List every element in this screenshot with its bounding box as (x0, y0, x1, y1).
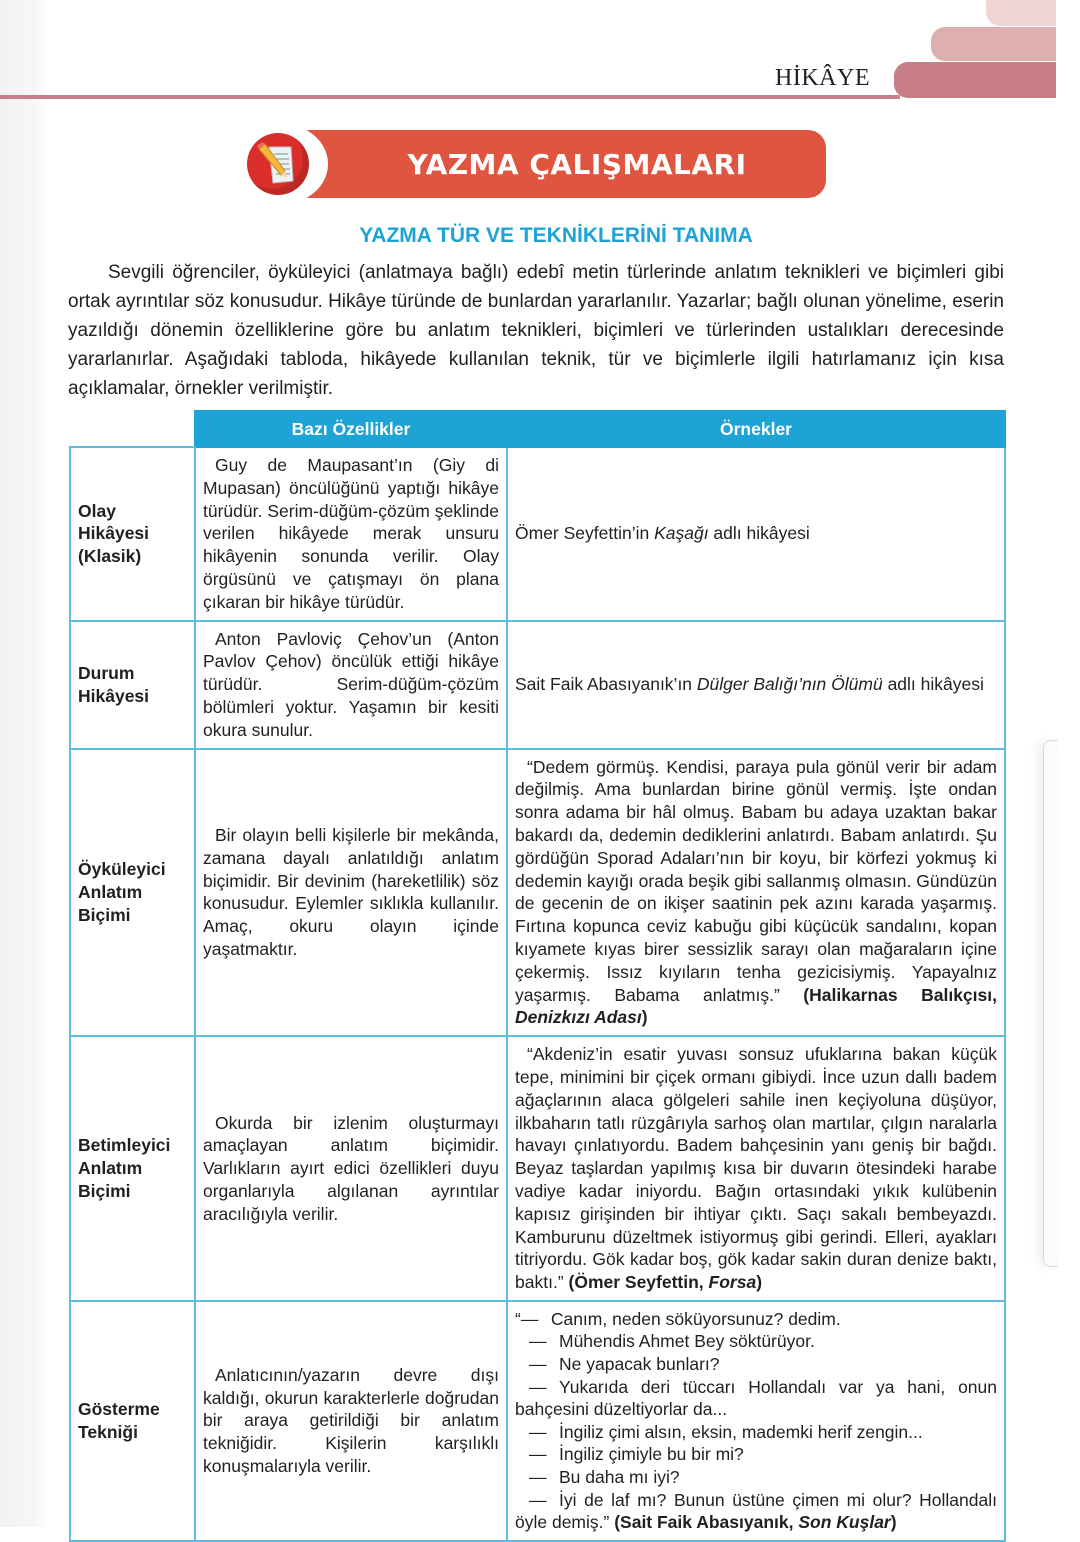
header-tab-light (986, 0, 1056, 26)
pencil-paper-icon (247, 133, 309, 195)
row-title: Gösterme Tekniği (70, 1301, 195, 1541)
dialogue-line: — İngiliz çimi alsın, eksin, mademki herif zengin... (529, 1421, 923, 1442)
intro-paragraph: Sevgili öğrenciler, öyküleyici (anlatmaya bağlı) edebî metin türlerinde anlatım teknikleri ve biçimleri gibi ortak ayrıntılar söz konusudur. Hikâye türünde de bunlardan yararlanılır. Yazarlar; bağlı olunan yönelime, eserin yazıldığı dönemin özelliklerine göre bu anlatım teknikleri, biçimleri ve türlerinden ustalıkları derecesinde yararlanırlar. Aşağıdaki tabloda, hikâyede kullanılan teknik, tür ve biçimlerle ilgili hatırlamanız için kısa açıklamalar, örnekler verilmiştir. (68, 262, 1004, 399)
row-example-dialogue (507, 1301, 1005, 1541)
writing-techniques-table (69, 410, 1006, 1542)
table-row (70, 1301, 1005, 1541)
dialogue-line: — İngiliz çimiyle bu bir mi? (529, 1444, 744, 1465)
row-title: Olay Hikâyesi (Klasik) (70, 447, 195, 621)
row-feature: Anlatıcının/yazarın devre dışı kaldığı, okurun karakterlerle doğrudan bir araya getirildiği bir anlatım tekniğidir. Kişilerin karşılıklı konuşmalarıyla verilir. (195, 1301, 507, 1541)
example-work-title: Kaşağı (654, 523, 709, 544)
source-author: (Ömer Seyfettin, (568, 1272, 709, 1293)
dialogue-line: — Ne yapacak bunları? (529, 1354, 720, 1375)
header-cell-empty (70, 411, 195, 447)
table-header-row (70, 411, 1005, 447)
table-row (70, 447, 1005, 621)
source-author: (Sait Faik Abasıyanık, (609, 1512, 799, 1533)
source-close: ) (641, 1007, 648, 1028)
table-row (70, 1036, 1005, 1301)
dialogue-line: “— Canım, neden söküyorsunuz? dedim. (515, 1308, 841, 1329)
row-title: Öyküleyici Anlatım Biçimi (70, 749, 195, 1037)
row-title: Betimleyici Anlatım Biçimi (70, 1036, 195, 1301)
example-source (609, 1512, 896, 1532)
row-example (507, 749, 1005, 1037)
row-feature: Anton Pavloviç Çehov’un (Anton Pavlov Çehov) öncülük ettiği hikâye türüdür. Serim-düğüm-çözüm bölümleri yoktur. Yaşamın bir kesiti okura sunulur. (195, 621, 507, 749)
section-label: HİKÂYE (775, 65, 870, 91)
example-text: Sait Faik Abasıyanık’ın (515, 674, 697, 695)
row-feature: Guy de Maupasant’ın (Giy di Mupasan) öncülüğünü yaptığı hikâye türüdür. Serim-düğüm-çözüm şeklinde verilen hikâyede merak unsuru hikâyenin sonunda verilir. Olay örgüsünü ve çatışmayı ön plana çıkaran bir hikâye türüdür. (195, 447, 507, 621)
table-row (70, 749, 1005, 1037)
example-quote: “Dedem görmüş. Kendisi, paraya pula gönül verir bir adam değilmiş. Ama bunlardan birine gönül vermiş. İşte ondan sonra adama bir hâl olmuş. Babam bu adaya uzaktan bakar bakardı da, dedemin dediklerini anlatırdı. Babam anlatırdı. Şu gördüğün Sporad Adaları’nın bir koyu, bir körfezi yokmuş ki dedemin kayığı orada beşik gibi sallanmış olmasın. Gündüzün de gecenin de on ikişer saatinin pek azını karada yaşarmış. Fırtına kopunca ceviz kabuğu gibi küçücük sandalını, kopan kıyamete kıyas birer sessizlik sarayı olan mağaraların içine çekermiş. Issız kıyıların tenha gezicisiymiş. Yapayalnız yaşarmış. Babama anlatmış.” (515, 756, 997, 1005)
section-banner (298, 130, 826, 198)
header-tab-dark (894, 62, 1056, 98)
side-panel-handle[interactable] (1043, 740, 1058, 1267)
row-feature: Okurda bir izlenim oluşturmayı amaçlayan anlatım biçimidir. Varlıkların ayırt edici özellikleri duyu organlarıyla algılanan ayrıntılar aracılığıyla verilir. (195, 1036, 507, 1301)
dialogue-line: — Mühendis Ahmet Bey söktürüyor. (529, 1331, 815, 1352)
row-feature: Bir olayın belli kişilerle bir mekânda, zamana dayalı anlatıldığı anlatım biçimidir. Bir devinim (hareketlilik) söz konusudur. Eylemler sıklıkla kullanılır. Amaç, okuru olayın içinde yaşatmaktır. (195, 749, 507, 1037)
row-example (507, 621, 1005, 749)
source-work: Forsa (708, 1272, 757, 1293)
section-subtitle: YAZMA TÜR VE TEKNİKLERİNİ TANIMA (359, 224, 753, 247)
dialogue-line: — İyi de laf mı? Bunun üstüne çimen mi olur? Hollandalı öyle demiş.” (Sait Faik Abasıyanık, Son Kuşlar) (515, 1489, 997, 1533)
dialogue-line: — Yukarıda deri tüccarı Hollandalı var ya hani, onun bahçesini düzeltiyorlar da... (515, 1376, 997, 1420)
source-author: (Halikarnas Balıkçısı, (803, 984, 997, 1005)
example-work-title: Dülger Balığı’nın Ölümü (696, 674, 883, 695)
header-cell-examples: Örnekler (507, 411, 1005, 447)
source-work: Son Kuşlar (798, 1512, 891, 1533)
example-source (569, 1272, 763, 1292)
source-close: ) (756, 1272, 763, 1293)
source-work: Denizkızı Adası (515, 1007, 642, 1028)
page-right-margin (1056, 0, 1080, 1527)
table-row (70, 621, 1005, 749)
header-cell-features: Bazı Özellikler (195, 411, 507, 447)
example-text: Ömer Seyfettin’in (515, 523, 655, 544)
row-example (507, 1036, 1005, 1301)
example-text-end: adlı hikâyesi (882, 674, 984, 695)
source-close: ) (890, 1512, 897, 1533)
header-rule (0, 95, 900, 99)
row-example (507, 447, 1005, 621)
header-tab-medium (931, 27, 1056, 61)
banner-title: YAZMA ÇALIŞMALARI (407, 147, 747, 181)
dialogue-line: — Bu daha mı iyi? (529, 1467, 680, 1488)
row-title: Durum Hikâyesi (70, 621, 195, 749)
example-quote: “Akdeniz’in esatir yuvası sonsuz ufuklarına bakan küçük tepe, minimini bir çiçek ormanı gibiydi. İnce uzun dallı badem ağaçlarının alaca gölgeleri sahile inen keçiyoluna düşüyor, ilkbaharın tatlı rüzgârıyla sarhoş olan martılar, çılgın naralarla havayı çınlatıyordu. Badem bahçesinin yanı geniş bir bağdı. Beyaz taşlardan yapılmış kısa bir duvarın ötesindeki harabe vadiye kadar iniyordu. Bağın ortasındaki yıkık kulübenin kapısız girişinden bir ihtiyar çıktı. Saçı sakalı bembeyazdı. Kamburunu düzeltmek istiyormuş gibi gerindi. Elleri, ayakları titriyordu. Gök kadar boş, gök kadar sakin duran denize baktı, baktı.” (515, 1044, 997, 1293)
example-text-end: adlı hikâyesi (708, 523, 810, 544)
